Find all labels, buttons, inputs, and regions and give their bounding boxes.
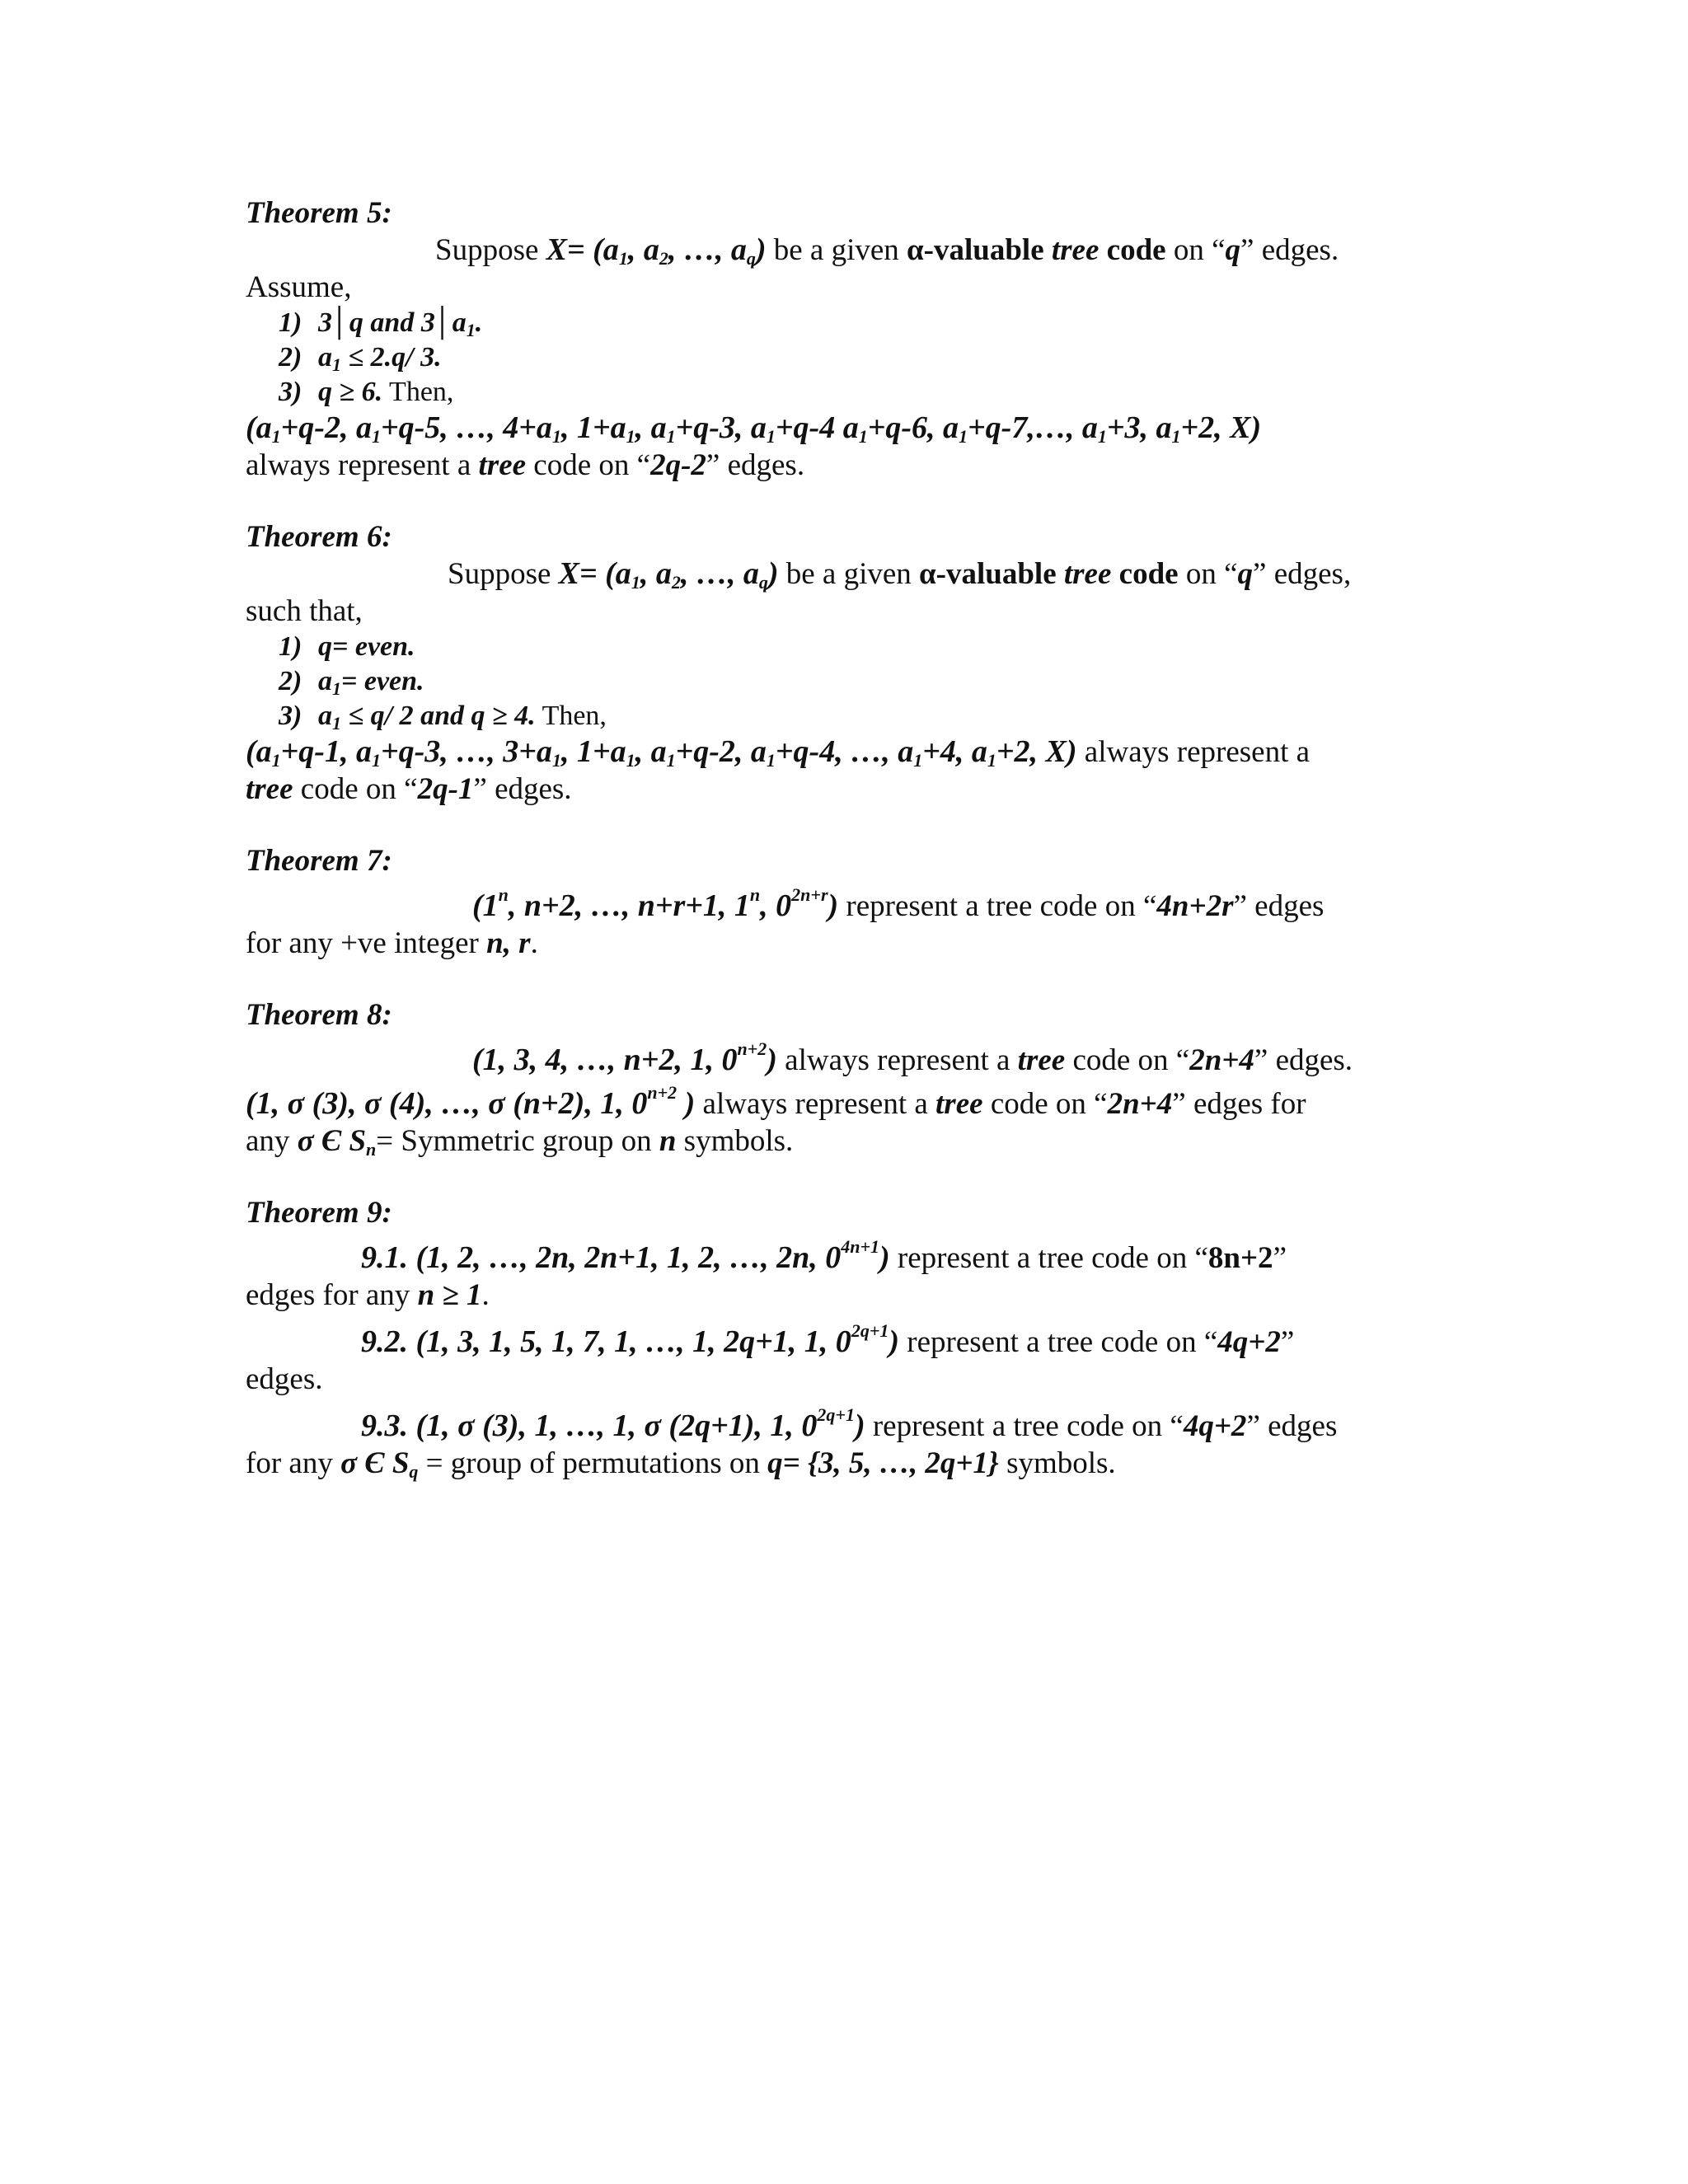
theorem-8-title: Theorem 8: bbox=[246, 998, 392, 1032]
theorem-5-result-tail: always represent a tree code on “2q-2” edges. bbox=[246, 448, 805, 482]
condition: 3) q ≥ 6. Then, bbox=[279, 377, 454, 407]
theorem-9-title: Theorem 9: bbox=[246, 1196, 392, 1230]
theorem-5-result: ($a_1+q-2$, $a_1+q-5$, …, $4+a_1$, $1+a_1$, $a_1+q-3$, $a_1+q-4$ $a_1+q-6$, $a_1+q-7,\dots$, $a_1+3$, $a_1+2$, X) bbox=[246, 410, 1262, 447]
theorem-9-part-2: 9.2. (1, 3, 1, 5, 1, 7, 1, …, 1, 2q+1, 1, $0^{2q+1}$) represent a tree code on “4q+2” bbox=[361, 1320, 1295, 1359]
condition: 2) $a_1=$ even. bbox=[279, 666, 424, 699]
condition: 1) 3│q and $3│a_1$. bbox=[279, 307, 483, 340]
theorem-5 bbox=[246, 194, 1441, 484]
theorem-9 bbox=[246, 1194, 1441, 1482]
theorem-6-conditions bbox=[246, 630, 1441, 733]
theorem-8 bbox=[246, 996, 1441, 1160]
theorem-6-title: Theorem 6: bbox=[246, 520, 392, 554]
theorem-5-assume: Assume, bbox=[246, 270, 352, 304]
document-page bbox=[246, 194, 1441, 1482]
theorem-7-title: Theorem 7: bbox=[246, 844, 392, 878]
condition: 2) $a_1 \le 2.q/$ 3. bbox=[279, 342, 442, 375]
theorem-6-result: ($a_1+q-1$, $a_1+q-3$, …, $3+a_1$, $1+a_1$, $a_1+q-2$, $a_1+q-4$, …, $a_1+4$, $a_1+2$, X) always represent a bbox=[246, 734, 1311, 771]
theorem-5-conditions bbox=[246, 306, 1441, 410]
theorem-5-title: Theorem 5: bbox=[246, 196, 392, 230]
theorem-9-part-2-line2: edges. bbox=[246, 1362, 323, 1396]
theorem-9-part-3: 9.3. (1, σ (3), 1, …, 1, σ (2q+1), 1, $0^{2q+1}$) represent a tree code on “4q+2” edges bbox=[361, 1404, 1338, 1443]
theorem-6-result-tail: tree code on “2q-1” edges. bbox=[246, 772, 572, 806]
condition: 3) $a_1 \le q/$ 2 and q ≥ 4. Then, bbox=[279, 701, 607, 733]
theorem-9-part-1: 9.1. (1, 2, …, 2n, 2n+1, 1, 2, …, 2n, $0^{4n+1}$) represent a tree code on “8n+2” bbox=[361, 1236, 1287, 1275]
theorem-7-statement: (1$^n$, n+2, …, n+r+1, 1$^n$, $0^{2n+r}$) represent a tree code on “4n+2r” edges bbox=[472, 884, 1325, 923]
theorem-8-line3: any σ Є $S_n=$ Symmetric group on n symbols. bbox=[246, 1124, 794, 1160]
theorem-8-line2: (1, σ (3), σ (4), …, σ (n+2), 1, $0^{n+2}$ ) always represent a tree code on “2n+4” edges for bbox=[246, 1082, 1306, 1121]
theorem-6-lead: Suppose $X= (a_1$, $a_2$, …, $a_q$) be a given α-valuable tree code on “q” edges, bbox=[448, 556, 1352, 593]
condition: 1) q= even. bbox=[279, 631, 415, 662]
theorem-7-line2: for any +ve integer n, r. bbox=[246, 926, 538, 960]
theorem-6 bbox=[246, 518, 1441, 808]
theorem-6-such-that: such that, bbox=[246, 594, 363, 628]
theorem-8-line1: (1, 3, 4, …, n+2, 1, $0^{n+2}$) always represent a tree code on “2n+4” edges. bbox=[472, 1038, 1353, 1077]
theorem-9-part-3-line2: for any σ Є $S_q$ = group of permutations on q= {3, 5, …, 2q+1} symbols. bbox=[246, 1446, 1116, 1482]
theorem-9-part-1-line2: edges for any n ≥ 1. bbox=[246, 1278, 490, 1312]
theorem-7 bbox=[246, 842, 1441, 962]
theorem-5-lead: Suppose $X= (a_1$, $a_2$, …, $a_q$) be a given α-valuable tree code on “q” edges. bbox=[435, 232, 1339, 269]
